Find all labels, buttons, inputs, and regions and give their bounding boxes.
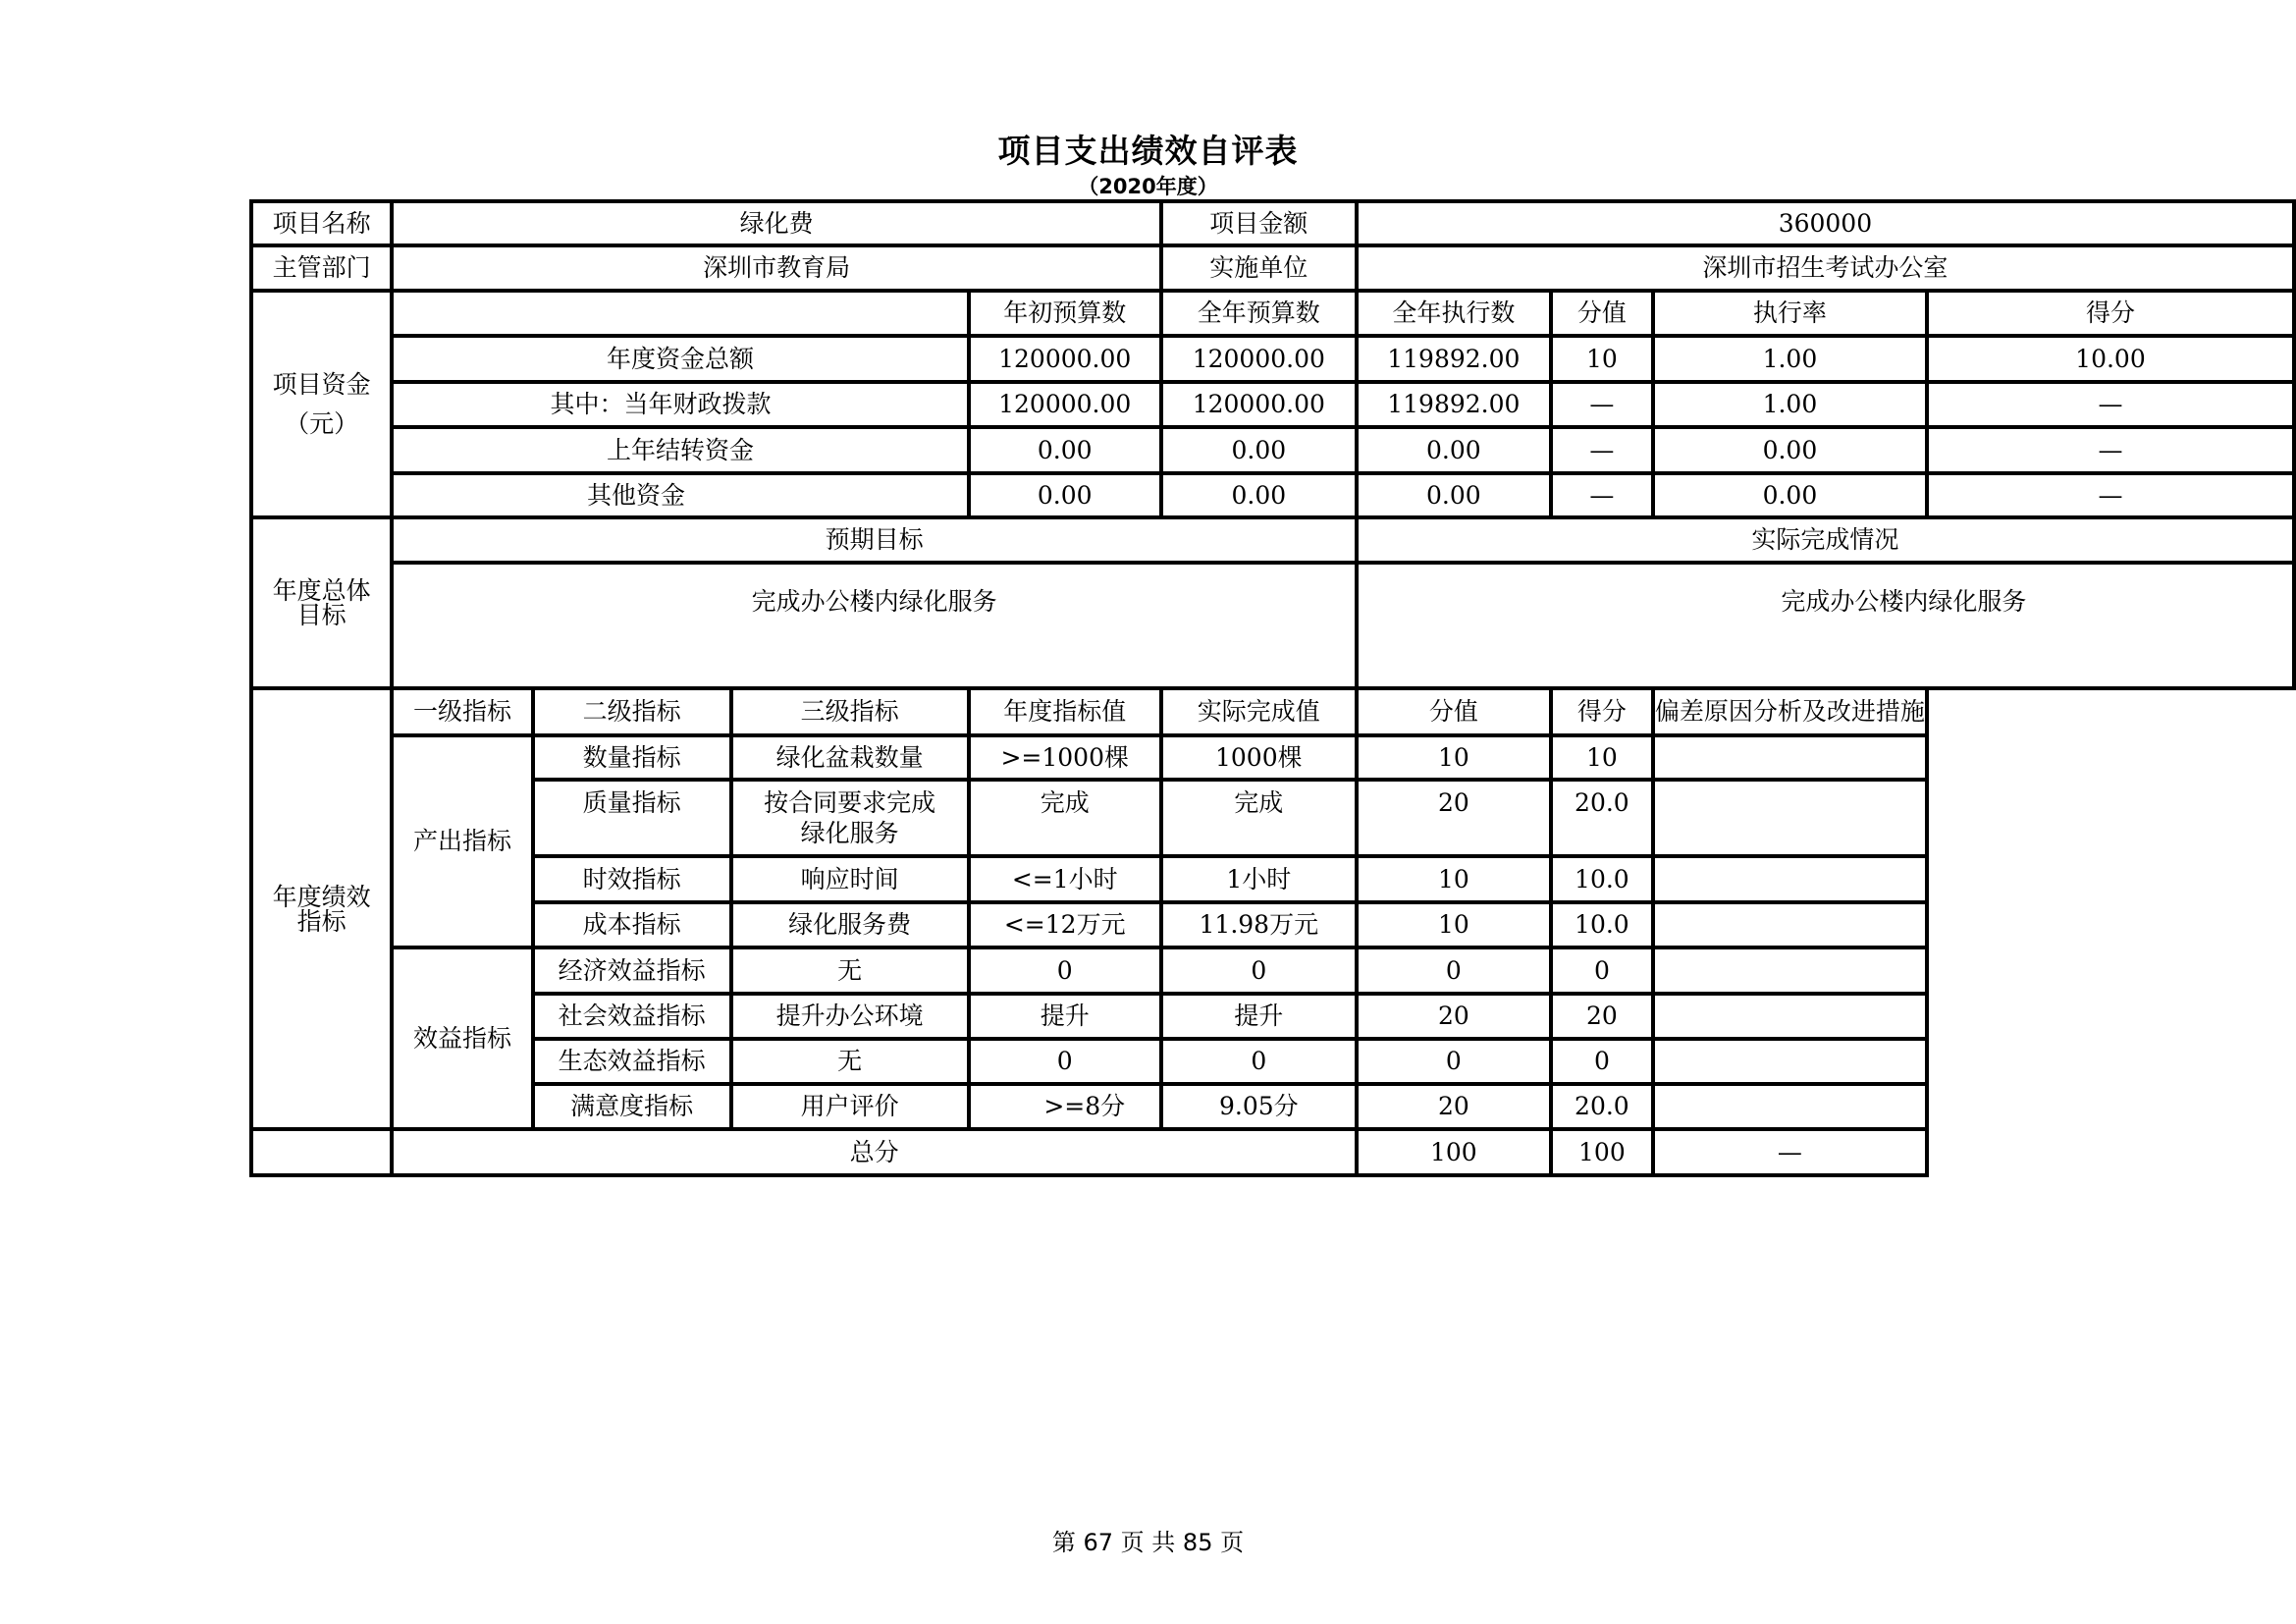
funds-label-unit: （元） [285, 408, 359, 438]
header-annual-budget: 全年预算数 [1161, 291, 1357, 336]
total-deviation: — [1653, 1129, 1927, 1175]
target-cell: 提升 [969, 994, 1161, 1039]
deviation-cell [1653, 780, 1927, 856]
actual-cell: 完成 [1161, 780, 1357, 856]
actual-cell: 9.05分 [1161, 1084, 1357, 1129]
funds-row-label: 年度资金总额 [392, 336, 968, 382]
level3-cell: 响应时间 [731, 856, 969, 902]
level2-cell: 质量指标 [533, 780, 731, 856]
department-value: 深圳市教育局 [392, 245, 1160, 291]
header-level3: 三级指标 [731, 688, 969, 735]
level3-cell: 绿化盆栽数量 [731, 735, 969, 780]
header-exec-rate: 执行率 [1653, 291, 1927, 336]
initial-budget-cell: 0.00 [969, 427, 1161, 473]
level2-cell: 经济效益指标 [533, 947, 731, 994]
header-deviation: 偏差原因分析及改进措施 [1653, 688, 1927, 735]
target-cell: 完成 [969, 780, 1161, 856]
target-cell: >=8分 [969, 1084, 1161, 1129]
target-cell: 0 [969, 947, 1161, 994]
project-name-value: 绿化费 [392, 201, 1160, 245]
score-value-cell: 10 [1357, 902, 1551, 947]
score-cell: — [1927, 427, 2294, 473]
header-initial-budget: 年初预算数 [969, 291, 1161, 336]
header-score-value: 分值 [1357, 688, 1551, 735]
header-actual: 实际完成值 [1161, 688, 1357, 735]
target-cell: 0 [969, 1039, 1161, 1084]
header-level2: 二级指标 [533, 688, 731, 735]
score-value-cell: 0 [1357, 1039, 1551, 1084]
level3-cell: 按合同要求完成绿化服务 [731, 780, 969, 856]
funds-header-blank [392, 291, 968, 336]
expected-goal-text: 完成办公楼内绿化服务 [392, 563, 1356, 688]
total-score: 100 [1551, 1129, 1653, 1175]
score-cell: 20.0 [1551, 780, 1653, 856]
project-name-row [251, 201, 2294, 245]
initial-budget-cell: 0.00 [969, 473, 1161, 517]
executed-cell: 119892.00 [1357, 382, 1551, 427]
deviation-cell [1653, 1084, 1927, 1129]
annual-budget-cell: 0.00 [1161, 473, 1357, 517]
indicator-row [251, 856, 2294, 902]
header-level1: 一级指标 [392, 688, 532, 735]
annual-budget-cell: 0.00 [1161, 427, 1357, 473]
score-cell: 10.0 [1551, 856, 1653, 902]
goals-section-label [251, 517, 392, 688]
actual-cell: 0 [1161, 1039, 1357, 1084]
target-cell: <=1小时 [969, 856, 1161, 902]
deviation-cell [1653, 994, 1927, 1039]
implementing-unit-value: 深圳市招生考试办公室 [1357, 245, 2294, 291]
deviation-cell [1653, 902, 1927, 947]
level3-cell: 提升办公环境 [731, 994, 969, 1039]
indicators-section-label [251, 688, 392, 1129]
indicator-row [251, 1084, 2294, 1129]
level3-cell: 无 [731, 947, 969, 994]
performance-self-evaluation-table [249, 199, 2296, 1177]
deviation-cell [1653, 735, 1927, 780]
score-cell: 0 [1551, 1039, 1653, 1084]
page-number-footer: 第 67 页 共 85 页 [1051, 1529, 1245, 1556]
indicator-row [251, 780, 2294, 856]
funds-header-row [251, 291, 2294, 336]
actual-cell: 0 [1161, 947, 1357, 994]
funds-row-label: 其中：当年财政拨款 [392, 382, 968, 427]
annual-budget-cell: 120000.00 [1161, 336, 1357, 382]
total-label: 总分 [392, 1129, 1356, 1175]
score-cell: — [1927, 473, 2294, 517]
score-value-cell: 20 [1357, 780, 1551, 856]
target-cell: <=12万元 [969, 902, 1161, 947]
funds-row [251, 382, 2294, 427]
header-target: 年度指标值 [969, 688, 1161, 735]
indicator-row [251, 947, 2294, 994]
score-value-cell: 10 [1357, 856, 1551, 902]
funds-label-line1: 项目资金 [272, 370, 371, 400]
page-title: 项目支出绩效自评表 [997, 132, 1299, 170]
score-value-cell: 10 [1551, 336, 1653, 382]
score-value-cell: 10 [1357, 735, 1551, 780]
goals-label-line2: 目标 [296, 601, 347, 629]
executed-cell: 119892.00 [1357, 336, 1551, 382]
level3-cell: 无 [731, 1039, 969, 1084]
score-cell: 10.0 [1551, 902, 1653, 947]
goals-label-line1: 年度总体 [272, 576, 371, 605]
indicator-row [251, 902, 2294, 947]
funds-row [251, 336, 2294, 382]
indicator-row [251, 1039, 2294, 1084]
initial-budget-cell: 120000.00 [969, 336, 1161, 382]
total-blank-cell [251, 1129, 392, 1175]
expected-goal-header: 预期目标 [392, 517, 1356, 563]
score-value-cell: — [1551, 427, 1653, 473]
implementing-unit-label: 实施单位 [1161, 245, 1357, 291]
department-label: 主管部门 [251, 245, 392, 291]
funds-row [251, 427, 2294, 473]
score-cell: 20 [1551, 994, 1653, 1039]
actual-goal-header: 实际完成情况 [1357, 517, 2294, 563]
level2-cell: 生态效益指标 [533, 1039, 731, 1084]
output-indicator-group: 产出指标 [392, 735, 532, 947]
initial-budget-cell: 120000.00 [969, 382, 1161, 427]
score-value-cell: 20 [1357, 1084, 1551, 1129]
deviation-cell [1653, 1039, 1927, 1084]
score-value-cell: 20 [1357, 994, 1551, 1039]
exec-rate-cell: 0.00 [1653, 473, 1927, 517]
funds-row-label: 上年结转资金 [392, 427, 968, 473]
level3-cell: 绿化服务费 [731, 902, 969, 947]
goals-content-row [251, 563, 2294, 688]
actual-cell: 11.98万元 [1161, 902, 1357, 947]
total-row [251, 1129, 2294, 1175]
actual-goal-text: 完成办公楼内绿化服务 [1357, 563, 2294, 688]
level3-cell: 用户评价 [731, 1084, 969, 1129]
header-score-value: 分值 [1551, 291, 1653, 336]
actual-cell: 1小时 [1161, 856, 1357, 902]
exec-rate-cell: 0.00 [1653, 427, 1927, 473]
department-row [251, 245, 2294, 291]
header-executed: 全年执行数 [1357, 291, 1551, 336]
actual-cell: 1000棵 [1161, 735, 1357, 780]
level2-cell: 数量指标 [533, 735, 731, 780]
indicator-row [251, 994, 2294, 1039]
deviation-cell [1653, 947, 1927, 994]
exec-rate-cell: 1.00 [1653, 382, 1927, 427]
score-value-cell: 0 [1357, 947, 1551, 994]
actual-cell: 提升 [1161, 994, 1357, 1039]
level2-cell: 时效指标 [533, 856, 731, 902]
score-value-cell: — [1551, 382, 1653, 427]
level2-cell: 成本指标 [533, 902, 731, 947]
funds-section-label [251, 291, 392, 517]
total-score-value: 100 [1357, 1129, 1551, 1175]
level2-cell: 社会效益指标 [533, 994, 731, 1039]
project-amount-label: 项目金额 [1161, 201, 1357, 245]
deviation-cell [1653, 856, 1927, 902]
page-subtitle-year: （2020年度） [1078, 175, 1218, 198]
score-value-cell: — [1551, 473, 1653, 517]
score-cell: 0 [1551, 947, 1653, 994]
score-cell: 20.0 [1551, 1084, 1653, 1129]
indicators-label-line1: 年度绩效 [272, 882, 371, 911]
executed-cell: 0.00 [1357, 427, 1551, 473]
header-score: 得分 [1927, 291, 2294, 336]
header-score: 得分 [1551, 688, 1653, 735]
indicator-row [251, 735, 2294, 780]
indicators-label-line2: 指标 [296, 906, 347, 936]
executed-cell: 0.00 [1357, 473, 1551, 517]
exec-rate-cell: 1.00 [1653, 336, 1927, 382]
goals-header-row [251, 517, 2294, 563]
score-cell: 10.00 [1927, 336, 2294, 382]
score-cell: — [1927, 382, 2294, 427]
funds-row [251, 473, 2294, 517]
annual-budget-cell: 120000.00 [1161, 382, 1357, 427]
indicators-header-row [251, 688, 2294, 735]
project-amount-value: 360000 [1357, 201, 2294, 245]
project-name-label: 项目名称 [251, 201, 392, 245]
level2-cell: 满意度指标 [533, 1084, 731, 1129]
target-cell: >=1000棵 [969, 735, 1161, 780]
score-cell: 10 [1551, 735, 1653, 780]
benefit-indicator-group: 效益指标 [392, 947, 532, 1129]
funds-row-label: 其他资金 [392, 473, 968, 517]
